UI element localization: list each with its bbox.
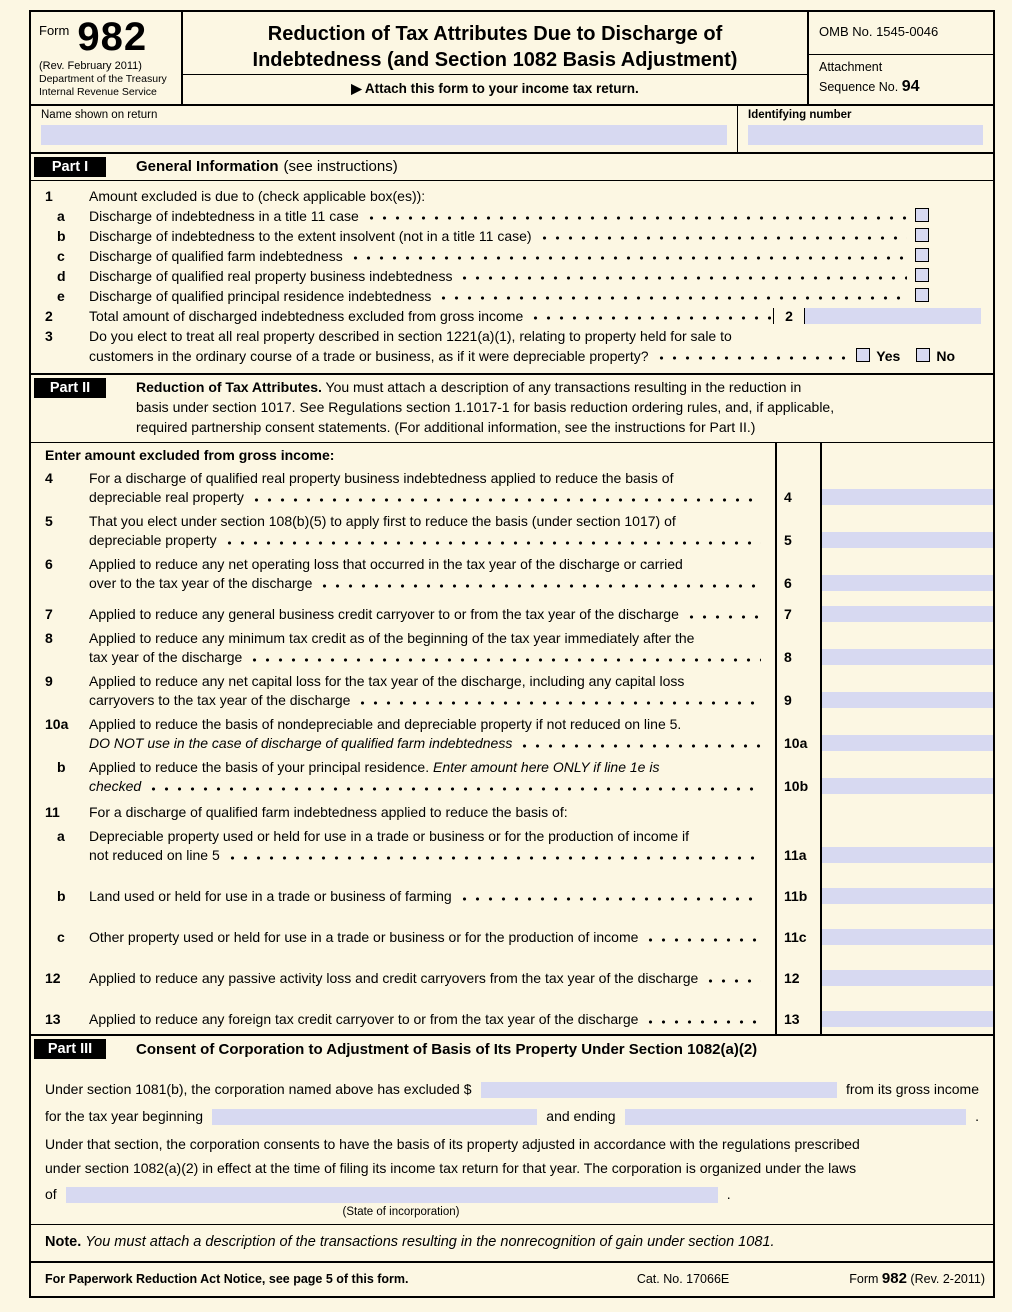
input-line-9[interactable]	[820, 692, 993, 708]
entry-line-number: 5	[784, 532, 792, 549]
entry-line-number: 4	[784, 489, 792, 506]
line-text: Applied to reduce any net operating loss that occurred in the tax year of the discharge or carried	[89, 556, 683, 573]
entry-line-number: 8	[784, 649, 792, 666]
form-word: Form	[39, 23, 70, 38]
paperwork-notice: For Paperwork Reduction Act Notice, see page 5 of this form.	[45, 1272, 409, 1286]
input-excluded-amount[interactable]	[481, 1082, 837, 1098]
form-number: 982	[77, 15, 148, 59]
line-text: Discharge of indebtedness to the extent insolvent (not in a title 11 case)	[89, 227, 532, 244]
part1-subtitle: (see instructions)	[283, 158, 398, 176]
line-text: For a discharge of qualified farm indebtedness applied to reduce the basis of:	[89, 803, 568, 820]
consent-text: .	[975, 1108, 979, 1125]
dotted-leader	[708, 978, 761, 984]
dotted-leader	[227, 540, 761, 546]
footer-form-word: Form	[849, 1272, 879, 1286]
consent-text: for the tax year beginning	[45, 1108, 203, 1125]
line-text: Applied to reduce any foreign tax credit carryover to or from the tax year of the discharge	[89, 1010, 639, 1027]
consent-text: and ending	[546, 1108, 616, 1125]
part3-bar	[31, 1034, 993, 1062]
part2-body	[31, 443, 993, 1034]
line-number: 4	[45, 470, 53, 487]
right-arrowhead-icon: ▶	[351, 80, 362, 96]
line-text: Land used or held for use in a trade or business of farming	[89, 887, 452, 904]
checkbox-yes[interactable]	[856, 348, 870, 362]
identity-row	[31, 106, 993, 152]
footer	[31, 1261, 993, 1296]
dotted-leader	[353, 255, 907, 261]
line-text: Discharge of qualified real property business indebtedness	[89, 267, 453, 284]
line-number: 6	[45, 556, 53, 573]
part2-line9	[31, 668, 993, 711]
input-line-11b[interactable]	[820, 888, 993, 904]
part3-line5	[45, 1185, 979, 1204]
state-of-incorporation-caption: (State of incorporation)	[342, 1205, 460, 1218]
dotted-leader	[648, 1019, 761, 1025]
catalog-number: Cat. No. 17066E	[636, 1272, 730, 1286]
part2-line11b	[31, 866, 993, 907]
line-number: 1	[45, 187, 53, 204]
form-id-block	[31, 12, 183, 104]
input-line-10a[interactable]	[820, 735, 993, 751]
part1-line1c	[31, 246, 993, 266]
dotted-leader	[360, 700, 761, 706]
dotted-leader	[462, 896, 761, 902]
dotted-leader	[369, 215, 907, 221]
consent-text: from its gross income	[845, 1081, 979, 1098]
dotted-leader	[441, 295, 907, 301]
part2-line5	[31, 508, 993, 551]
entry-line-number: 10b	[784, 778, 809, 795]
entry-line-number: 11a	[784, 847, 807, 864]
line-text: customers in the ordinary course of a trade or business, as if it were depreciable property?	[89, 347, 649, 364]
part2-line11a	[31, 823, 993, 866]
input-line-8[interactable]	[820, 649, 993, 665]
checkbox-1c[interactable]	[915, 248, 929, 262]
line-number: 11	[45, 803, 60, 820]
identifying-number-label: Identifying number	[748, 108, 852, 121]
dotted-leader	[522, 743, 761, 749]
dotted-leader	[252, 657, 761, 663]
dotted-leader	[230, 855, 761, 861]
line-text: Do you elect to treat all real property described in section 1221(a)(1), relating to property held for sale to	[89, 327, 732, 344]
line-text: For a discharge of qualified real property business indebtedness applied to reduce the basis of	[89, 470, 674, 487]
attach-instruction	[183, 74, 807, 104]
part1-line1d	[31, 266, 993, 286]
part3-line1	[45, 1080, 979, 1099]
form-title-line1: Reduction of Tax Attributes Due to Discharge of	[267, 23, 723, 45]
line-text: Discharge of qualified principal residence indebtedness	[89, 287, 432, 304]
line-text: depreciable real property	[89, 488, 244, 505]
entry-line-number: 7	[784, 606, 792, 623]
line-letter: b	[57, 759, 66, 776]
part2-line7	[31, 594, 993, 625]
line-text-italic: DO NOT use in the case of discharge of qualified farm indebtedness	[89, 734, 513, 751]
line-text: carryovers to the tax year of the discharge	[89, 691, 351, 708]
part2-line4	[31, 465, 993, 508]
part1-bar	[31, 152, 993, 181]
line-text: Amount excluded is due to (check applicable box(es)):	[89, 187, 426, 204]
part1-title: General Information	[136, 158, 279, 176]
part1-line3-a	[31, 326, 993, 346]
line-text: Applied to reduce the basis of your principal residence.	[89, 759, 430, 776]
attachment-label: Attachment	[819, 59, 883, 74]
form-title-block	[183, 12, 809, 104]
input-line-10b[interactable]	[820, 778, 993, 794]
part2-line11c	[31, 907, 993, 948]
part2-desc-line2: basis under section 1017. See Regulations section 1.1017-1 for basis reduction ordering rules, and, if applicable,	[136, 398, 835, 415]
entry-line-number-empty	[775, 797, 820, 823]
input-line-7[interactable]	[820, 606, 993, 622]
dotted-leader	[254, 497, 761, 503]
part2-line12	[31, 948, 993, 989]
dotted-leader	[659, 355, 849, 361]
part2-desc-line1: You must attach a description of any transactions resulting in the reduction in	[325, 378, 802, 395]
dotted-leader	[648, 937, 761, 943]
attach-instruction-text: Attach this form to your income tax return.	[364, 80, 639, 96]
part3-body	[31, 1062, 993, 1224]
entry-line-number: 10a	[784, 735, 808, 752]
form-header	[31, 12, 993, 106]
form-title-line2: Indebtedness (and Section 1082 Basis Adjustment)	[252, 49, 738, 72]
checkbox-1a[interactable]	[915, 208, 929, 222]
entry-line-number: 13	[784, 1011, 800, 1028]
line-text: over to the tax year of the discharge	[89, 574, 313, 591]
note-label: Note.	[45, 1234, 82, 1250]
form-982-sheet	[29, 10, 995, 1298]
consent-text: Under that section, the corporation consents to have the basis of its property adjusted in accordance with the regulations prescribed	[45, 1136, 860, 1153]
footer-form-id	[849, 1270, 985, 1287]
agency-label: Internal Revenue Service	[39, 86, 157, 98]
part2-line6	[31, 551, 993, 594]
line-text: Applied to reduce any minimum tax credit as of the beginning of the tax year immediately after the	[89, 630, 695, 647]
part2-line13	[31, 989, 993, 1030]
line-number: 10a	[45, 716, 69, 733]
input-line-11a[interactable]	[820, 847, 993, 863]
name-input[interactable]	[41, 125, 727, 145]
line-letter: b	[57, 227, 66, 244]
line2-box-number: 2	[773, 308, 805, 324]
input-line-2[interactable]	[805, 308, 981, 324]
no-label: No	[936, 347, 955, 364]
part1-line1a	[31, 206, 993, 226]
dotted-leader	[689, 614, 761, 620]
form-revision: (Rev. February 2011)	[39, 60, 142, 72]
checkbox-no[interactable]	[916, 348, 930, 362]
dotted-leader	[322, 583, 761, 589]
department-label: Department of the Treasury	[39, 73, 167, 85]
line-text: Total amount of discharged indebtedness excluded from gross income	[89, 307, 524, 324]
line-text: That you elect under section 108(b)(5) to apply first to reduce the basis (under section 1017) of	[89, 513, 676, 530]
line-number: 3	[45, 327, 53, 344]
part2-line10a	[31, 711, 993, 754]
part3-title: Consent of Corporation to Adjustment of Basis of Its Property Under Section 1082(a)(2)	[136, 1040, 758, 1058]
dotted-leader	[462, 275, 907, 281]
line-number: 2	[45, 307, 53, 324]
part2-instructions	[136, 378, 989, 438]
line-letter: c	[57, 247, 65, 264]
line-text: Applied to reduce any passive activity loss and credit carryovers from the tax year of the discharge	[89, 969, 699, 986]
input-line-13[interactable]	[820, 1011, 993, 1027]
line-number: 13	[45, 1010, 61, 1027]
part1-line2	[31, 306, 993, 326]
input-line-12[interactable]	[820, 970, 993, 986]
yes-label: Yes	[876, 347, 901, 364]
note-row	[31, 1224, 993, 1261]
line-text: Applied to reduce any net capital loss for the tax year of the discharge, including any capital loss	[89, 673, 685, 690]
omb-number: OMB No. 1545-0046	[819, 24, 939, 39]
line-text: Other property used or held for use in a trade or business or for the production of income	[89, 928, 639, 945]
part3-line2	[45, 1107, 979, 1126]
line-letter: e	[57, 287, 65, 304]
part1-line1b	[31, 226, 993, 246]
line-text: not reduced on line 5	[89, 846, 220, 863]
part2-bar	[31, 373, 993, 444]
part1-line3-b	[31, 346, 993, 366]
line-letter: a	[57, 207, 65, 224]
part2-line10b	[31, 754, 993, 797]
attachment-sequence	[809, 54, 993, 104]
line-text: Applied to reduce the basis of nondepreciable and depreciable property if not reduced on line 5.	[89, 716, 682, 733]
entry-line-number: 6	[784, 575, 792, 592]
form-title	[183, 12, 807, 74]
input-state-of-incorporation[interactable]	[66, 1187, 718, 1203]
part1-label: Part I	[34, 157, 106, 177]
line-letter: c	[57, 928, 65, 945]
part2-line8	[31, 625, 993, 668]
line-letter: a	[57, 828, 65, 845]
line-letter: d	[57, 267, 66, 284]
part2-subheading: Enter amount excluded from gross income:	[45, 447, 335, 464]
dotted-leader	[151, 786, 761, 792]
line-number: 8	[45, 630, 53, 647]
sequence-number: 94	[901, 78, 920, 96]
part2-label: Part II	[34, 378, 106, 398]
consent-text: Under section 1081(b), the corporation named above has excluded $	[45, 1081, 472, 1098]
line-number: 9	[45, 673, 53, 690]
line-text: Discharge of indebtedness in a title 11 case	[89, 207, 359, 224]
part1-body	[31, 181, 993, 373]
line-text: Applied to reduce any general business credit carryover to or from the tax year of the discharge	[89, 605, 679, 622]
line-number: 12	[45, 969, 61, 986]
checkbox-1d[interactable]	[915, 268, 929, 282]
entry-line-number: 11b	[784, 888, 808, 905]
footer-revision: (Rev. 2-2011)	[910, 1272, 985, 1286]
entry-line-number: 12	[784, 970, 800, 987]
dotted-leader	[533, 315, 773, 321]
entry-line-number: 9	[784, 692, 792, 709]
name-label: Name shown on return	[41, 108, 158, 121]
checkbox-1b[interactable]	[915, 228, 929, 242]
part1-line1e	[31, 286, 993, 306]
part2-title: Reduction of Tax Attributes.	[136, 378, 322, 395]
consent-text: .	[726, 1185, 731, 1202]
part2-line11	[31, 797, 993, 823]
input-line-6[interactable]	[820, 575, 993, 591]
dotted-leader	[542, 235, 907, 241]
input-tax-year-ending[interactable]	[625, 1109, 967, 1125]
entry-line-number: 11c	[784, 929, 807, 946]
part2-desc-line3: required partnership consent statements. (For additional information, see the instructions for Part II.)	[136, 418, 756, 435]
sequence-label: Sequence No.	[819, 80, 899, 95]
line-number: 7	[45, 605, 53, 622]
line-letter: b	[57, 887, 66, 904]
input-line-11c[interactable]	[820, 929, 993, 945]
line-text-italic: checked	[89, 777, 142, 794]
input-tax-year-beginning[interactable]	[212, 1109, 537, 1125]
input-line-4[interactable]	[820, 489, 993, 505]
line-text-italic: Enter amount here ONLY if line 1e is	[432, 759, 660, 776]
omb-block	[809, 12, 993, 104]
part3-label: Part III	[34, 1039, 106, 1059]
line-text: Discharge of qualified farm indebtedness	[89, 247, 343, 264]
part1-line1	[31, 186, 993, 206]
line-number: 5	[45, 513, 53, 530]
consent-text: under section 1082(a)(2) in effect at the time of filing its income tax return for that year. The corporation is organized under the laws	[45, 1160, 857, 1177]
input-line-5[interactable]	[820, 532, 993, 548]
footer-form-number: 982	[881, 1270, 907, 1287]
checkbox-1e[interactable]	[915, 288, 929, 302]
identifying-number-input[interactable]	[748, 125, 983, 145]
line-text: depreciable property	[89, 531, 217, 548]
consent-text: of	[45, 1185, 57, 1202]
line-text: Depreciable property used or held for use in a trade or business or for the production of income if	[89, 828, 689, 845]
note-text: You must attach a description of the transactions resulting in the nonrecognition of gain under section 1081.	[85, 1234, 775, 1250]
line-text: tax year of the discharge	[89, 648, 243, 665]
